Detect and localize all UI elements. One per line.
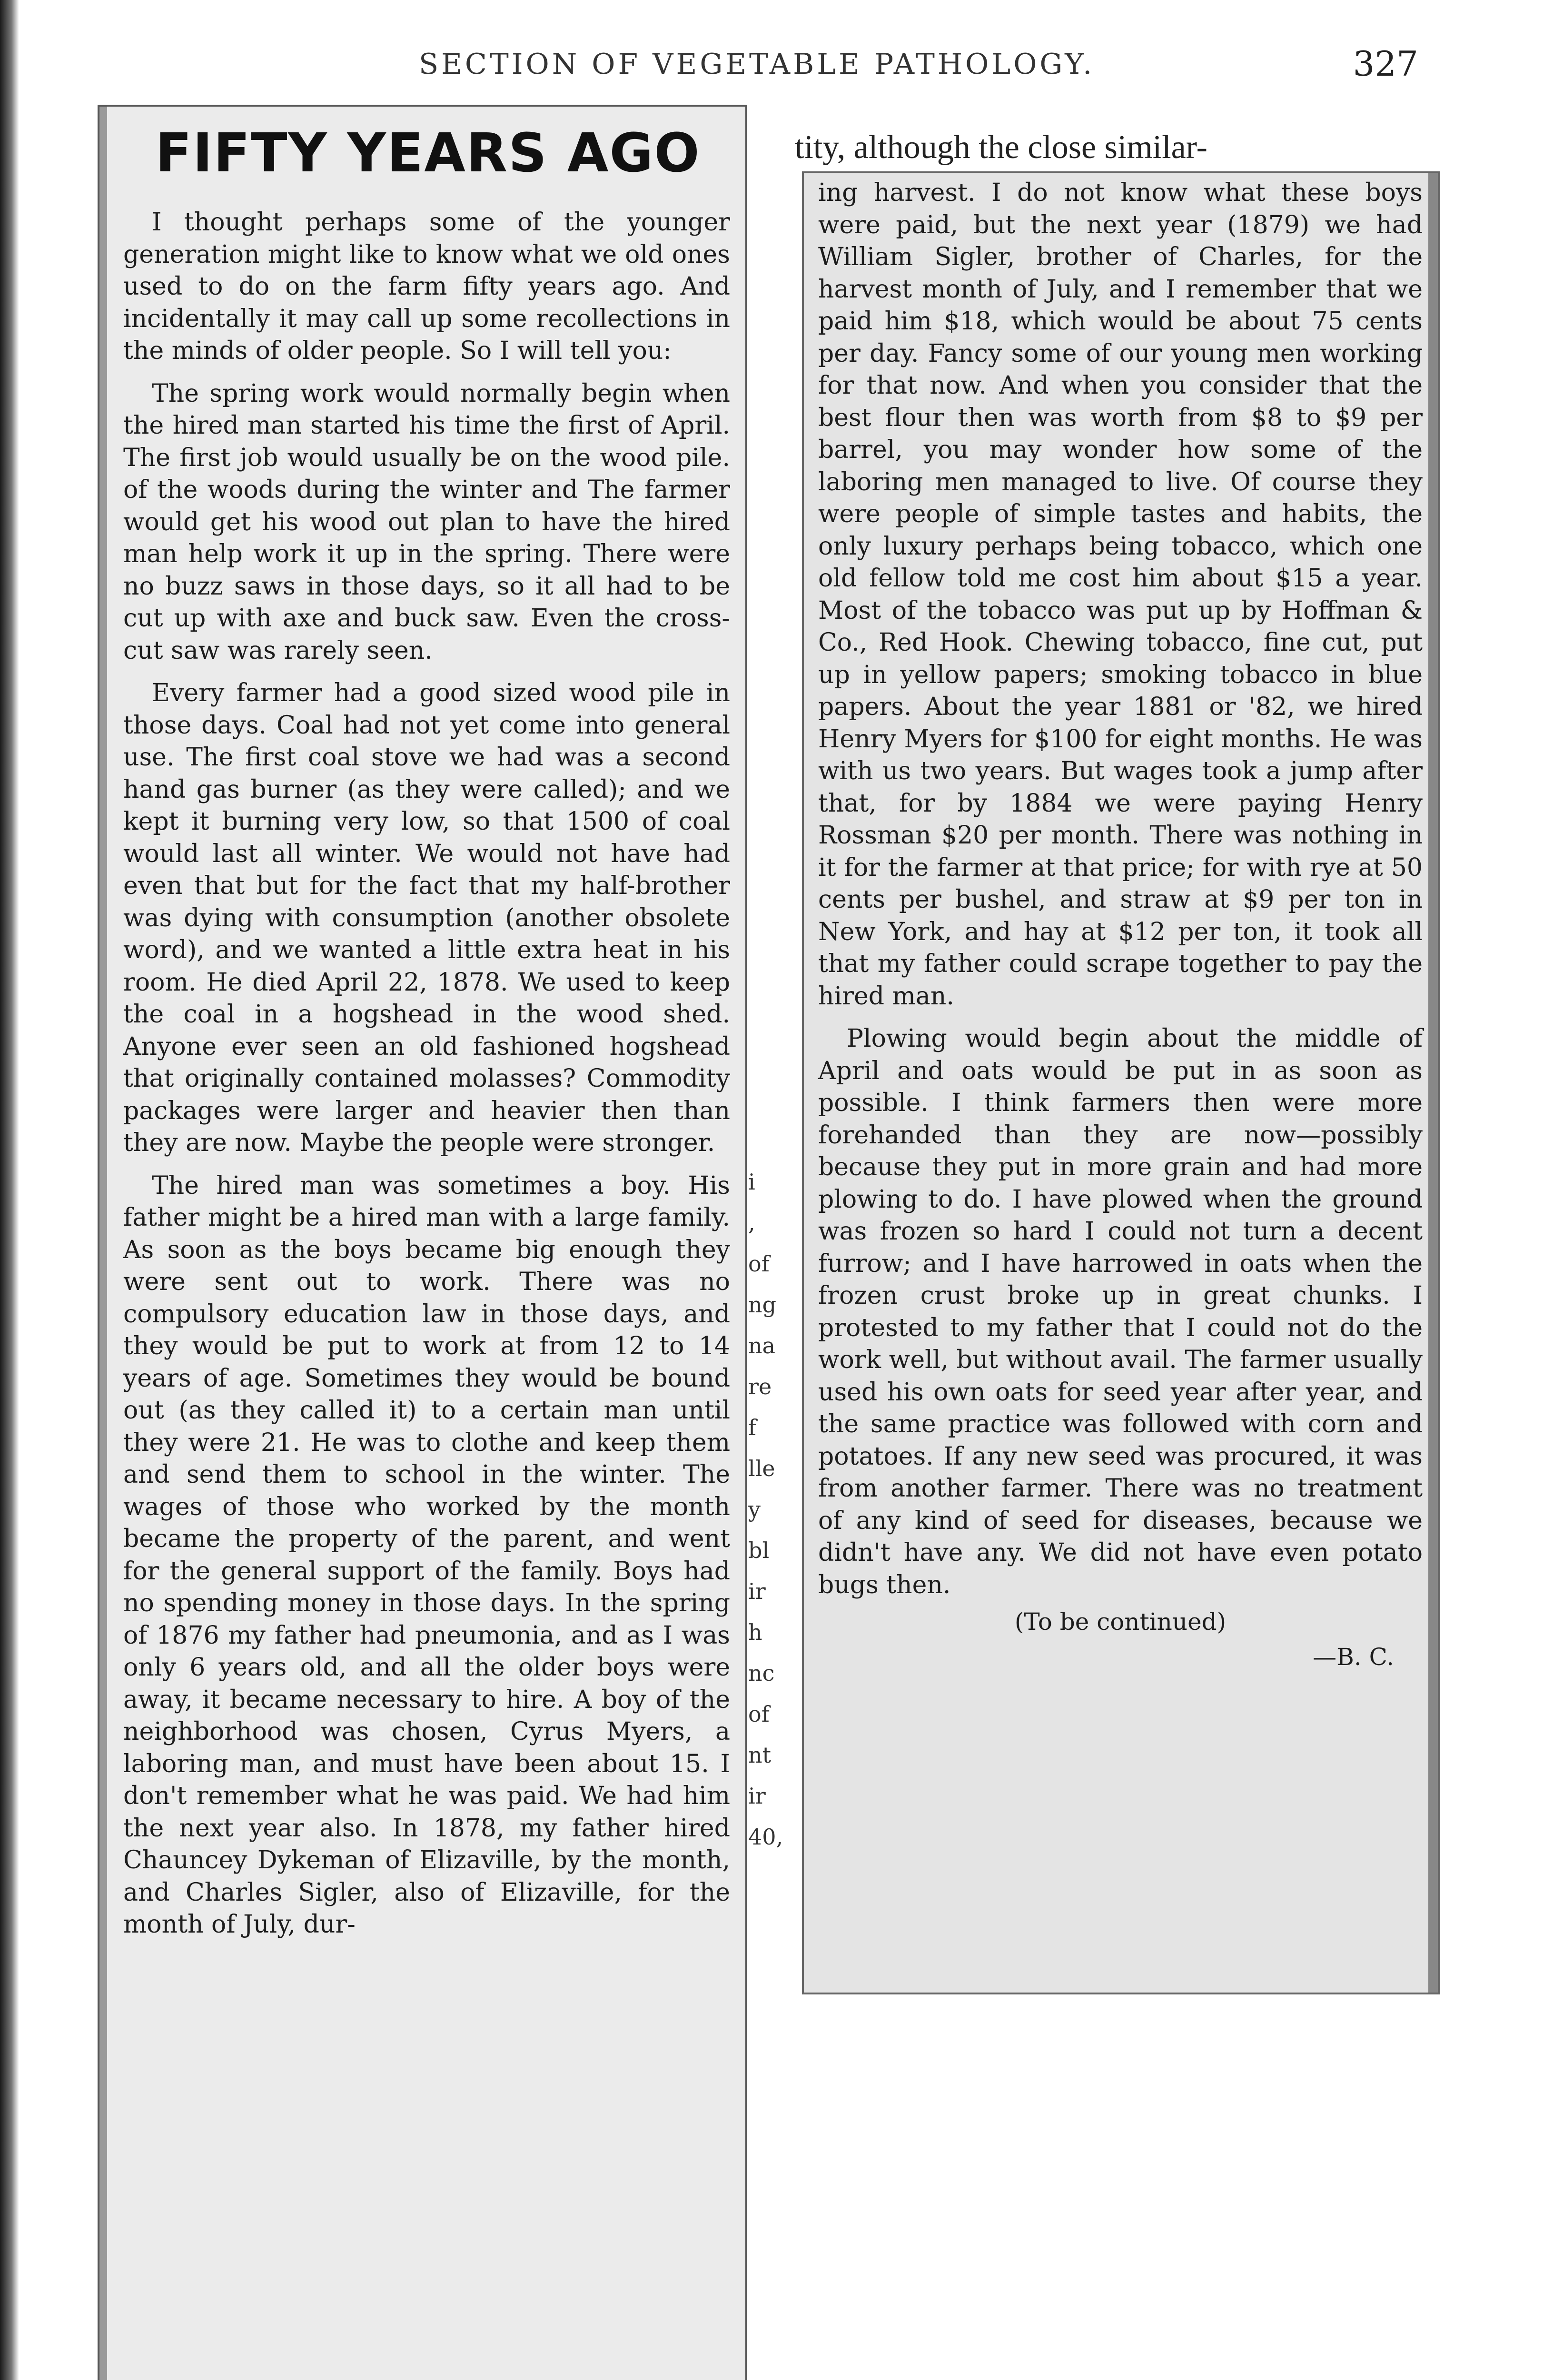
author-signature: —B. C. xyxy=(1313,1643,1394,1671)
fragment: ng xyxy=(748,1292,777,1318)
continued-note: (To be continued) xyxy=(1014,1608,1227,1636)
fragment: i xyxy=(748,1169,755,1195)
fragment: of xyxy=(748,1251,770,1277)
fragment: bl xyxy=(748,1537,770,1563)
fragment: re xyxy=(748,1374,772,1399)
clipping-right-column xyxy=(802,171,1440,1994)
fragment: f xyxy=(748,1415,757,1440)
fragment: y xyxy=(748,1497,761,1522)
right-column-text xyxy=(818,177,1423,1673)
fragment: , xyxy=(748,1210,755,1236)
fragment: h xyxy=(748,1619,762,1645)
paragraph: Every farmer had a good sized wood pile in those days. Coal had not yet come into general use. The first coal stove we had was a second hand gas burner (as they were called); and we kept it burning very low, so that 1500 of coal would last all winter. We would not have had even that but for the fact that my half-brother was dying with consumption (another obsolete word), and we wanted a little extra heat in his room. He died April 22, 1878. We used to keep the coal in a hogshead in the wood shed. Anyone ever seen an old fashioned hogshead that originally contained molasses? Commodity packages were larger and heavier then than they are now. Maybe the people were stronger. xyxy=(123,679,730,1157)
fragment: na xyxy=(748,1333,776,1359)
clipping-left-column xyxy=(98,105,747,2380)
paragraph: ing harvest. I do not know what these boys were paid, but the next year (1879) we had William Sigler, brother of Charles, for the harvest month of July, and I remember that we paid him $18, which would be about 75 cents per day. Fancy some of our young men working for that now. And when you consider that the best flour then was worth from $8 to $9 per barrel, you may wonder how some of the laboring men managed to live. Of course they were people of simple tastes and habits, the only luxury perhaps being tobacco, which one old fellow told me cost him about $15 a year. Most of the tobacco was put up by Hoffman & Co., Red Hook. Chewing tobacco, fine cut, put up in yellow papers; smoking tobacco in blue papers. About the year 1881 or '82, we hired Henry Myers for $100 for eight months. He was with us two years. But wages took a jump after that, for by 1884 we were paying Henry Rossman $20 per month. There was nothing in it for the farmer at that price; for with rye at 50 cents per bushel, and straw at $9 per ton in New York, and hay at $12 per ton, it took all that my father could scrape together to pay the hired man. xyxy=(818,178,1423,1011)
paragraph: The spring work would normally begin when the hired man started his time the first of April. The first job would usually be on the wood pile. of the woods during the winter and The farmer would get his wood out plan to have the hired man help work it up in the spring. There were no buzz saws in those days, so it all had to be cut up with axe and buck saw. Even the cross-cut saw was rarely seen. xyxy=(123,379,730,665)
page-number: 327 xyxy=(1353,44,1418,84)
article-headline: FIFTY YEARS AGO xyxy=(155,122,701,184)
continuation-line: tity, although the close similar- xyxy=(795,129,1207,166)
paragraph: The hired man was sometimes a boy. His father might be a hired man with a large family. As soon as the boys became big enough they were sent out to work. There was no compulsory education law in those days, and they would be put to work at from 12 to 14 years of age. Sometimes they would be bound out (as they called it) to a certain man until they were 21. He was to clothe and keep them and send them to school in the winter. The wages of those who worked by the month became the property of the parent, and went for the general support of the family. Boys had no spending money in those days. In the spring of 1876 my father had pneumonia, and as I was only 6 years old, and all the older boys were away, it became necessary to hire. A boy of the neighborhood was chosen, Cyrus Myers, a laboring man, and must have been about 15. I don't remember what he was paid. We had him the next year also. In 1878, my father hired Chauncey Dykeman of Elizaville, by the month, and Charles Sigler, also of Elizaville, for the month of July, dur- xyxy=(123,1171,730,1939)
fragment: nc xyxy=(748,1660,775,1686)
fragment: nt xyxy=(748,1742,772,1768)
page-header xyxy=(419,44,1418,90)
fragment: 40, xyxy=(748,1824,783,1850)
fragment: ir xyxy=(748,1783,766,1809)
scan-edge xyxy=(0,0,19,2380)
page-title: SECTION OF VEGETABLE PATHOLOGY. xyxy=(419,48,1095,81)
fragment: of xyxy=(748,1701,770,1727)
paragraph: I thought perhaps some of the younger generation might like to know what we old ones used to do on the farm fifty years ago. And incidentally it may call up some recollections in the minds of older people. So I will tell you: xyxy=(123,208,730,365)
paragraph: Plowing would begin about the middle of April and oats would be put in as soon as possible. I think farmers then were more forehanded than they are now—possibly because they put in more grain and had more plowing to do. I have plowed when the ground was frozen so hard I could not turn a decent furrow; and I have harrowed in oats when the frozen crust broke up in great chunks. I protested to my father that I could not do the work well, but without avail. The farmer usually used his own oats for seed year after year, and the same practice was followed with corn and potatoes. If any new seed was procured, it was from another farmer. There was no treatment of any kind of seed for diseases, because we didn't have any. We did not have even potato bugs then. xyxy=(818,1024,1423,1599)
neighbor-page-fragments xyxy=(748,1161,783,1980)
fragment: lle xyxy=(748,1456,775,1481)
fragment: ir xyxy=(748,1578,766,1604)
left-column-text xyxy=(123,207,730,1941)
